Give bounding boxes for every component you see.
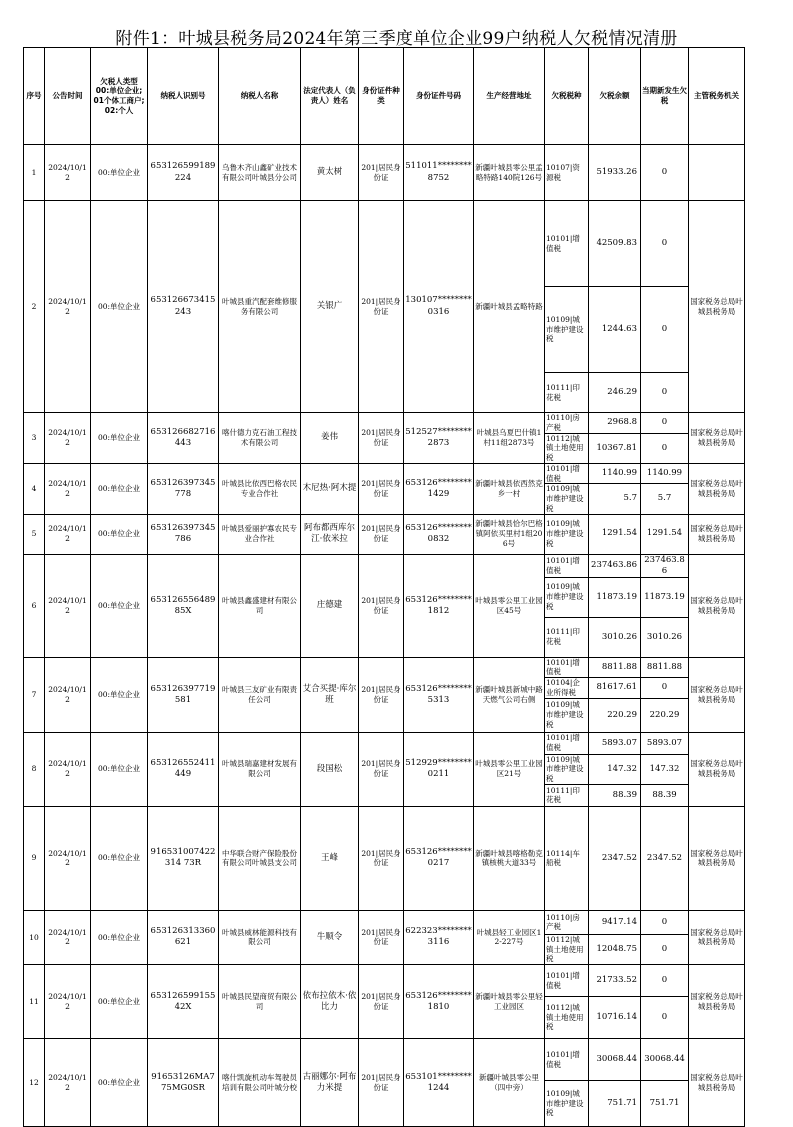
- tax-kind-cell: 10111|印花税: [545, 784, 589, 806]
- addr-cell: 新疆叶城县恰尔巴格镇阿依买里村1组206号: [474, 514, 545, 554]
- col-balance-header: 欠税余额: [589, 48, 641, 145]
- balance-cell: 8811.88: [589, 657, 641, 678]
- type-cell: 00:单位企业: [91, 732, 148, 806]
- idtype-cell: 201|居民身份证: [359, 514, 404, 554]
- name-cell: 叶城县瑞嘉建材发展有限公司: [219, 732, 301, 806]
- table-row: [24, 413, 745, 434]
- table-row: [24, 463, 745, 484]
- tax-kind-cell: 10112|城镇土地使用税: [545, 433, 589, 463]
- col-rep-header: 法定代表人（负责人）姓名: [301, 48, 359, 145]
- taxid-cell: 65312655648985X: [148, 554, 219, 657]
- table-row: [24, 145, 745, 201]
- type-cell: 00:单位企业: [91, 413, 148, 464]
- type-cell: 00:单位企业: [91, 1039, 148, 1127]
- rep-cell: 阿布都西库尔江·依米拉: [301, 514, 359, 554]
- table-row: [24, 657, 745, 678]
- date-cell: 2024/10/12: [45, 413, 91, 464]
- date-cell: 2024/10/12: [45, 145, 91, 201]
- seq-cell: 1: [24, 145, 45, 201]
- idtype-cell: 201|居民身份证: [359, 145, 404, 201]
- type-cell: 00:单位企业: [91, 514, 148, 554]
- balance-cell: 3010.26: [589, 617, 641, 657]
- type-cell: 00:单位企业: [91, 657, 148, 732]
- table-row: [24, 806, 745, 910]
- tax-kind-cell: 10101|增值税: [545, 201, 589, 287]
- idtype-cell: 201|居民身份证: [359, 806, 404, 910]
- tax-kind-cell: 10109|城市维护建设税: [545, 514, 589, 554]
- new-arrears-cell: 0: [641, 373, 689, 413]
- balance-cell: 5893.07: [589, 732, 641, 754]
- new-arrears-cell: 0: [641, 934, 689, 964]
- balance-cell: 51933.26: [589, 145, 641, 201]
- seq-cell: 9: [24, 806, 45, 910]
- tax-kind-cell: 10109|城市维护建设税: [545, 577, 589, 617]
- office-cell: 国家税务总局叶城县税务局: [689, 201, 745, 413]
- date-cell: 2024/10/12: [45, 657, 91, 732]
- new-arrears-cell: 147.32: [641, 754, 689, 784]
- office-cell: 国家税务总局叶城县税务局: [689, 413, 745, 464]
- taxid-cell: 653126397345786: [148, 514, 219, 554]
- table-row: [24, 554, 745, 577]
- tax-kind-cell: 10101|增值税: [545, 463, 589, 484]
- taxid-cell: 653126682716443: [148, 413, 219, 464]
- date-cell: 2024/10/12: [45, 554, 91, 657]
- date-cell: 2024/10/12: [45, 965, 91, 1039]
- balance-cell: 1140.99: [589, 463, 641, 484]
- tax-kind-cell: 10114|车船税: [545, 806, 589, 910]
- new-arrears-cell: 2347.52: [641, 806, 689, 910]
- taxid-cell: 653126313360621: [148, 910, 219, 964]
- balance-cell: 88.39: [589, 784, 641, 806]
- tax-kind-cell: 10101|增值税: [545, 732, 589, 754]
- balance-cell: 21733.52: [589, 965, 641, 997]
- office-cell: [689, 145, 745, 201]
- new-arrears-cell: 0: [641, 965, 689, 997]
- seq-cell: 10: [24, 910, 45, 964]
- taxid-cell: 653126673415243: [148, 201, 219, 413]
- balance-cell: 1291.54: [589, 514, 641, 554]
- office-cell: 国家税务总局叶城县税务局: [689, 910, 745, 964]
- tax-kind-cell: 10110|房产税: [545, 413, 589, 434]
- idno-cell: 130107********0316: [404, 201, 474, 413]
- taxid-cell: 65312659915542X: [148, 965, 219, 1039]
- taxid-cell: 916531007422314 73R: [148, 806, 219, 910]
- new-arrears-cell: 0: [641, 145, 689, 201]
- rep-cell: 王峰: [301, 806, 359, 910]
- name-cell: 喀什凯旋机动车驾驶员培训有限公司叶城分校: [219, 1039, 301, 1127]
- date-cell: 2024/10/12: [45, 1039, 91, 1127]
- rep-cell: 段国松: [301, 732, 359, 806]
- new-arrears-cell: 0: [641, 997, 689, 1039]
- new-arrears-cell: 751.71: [641, 1081, 689, 1127]
- addr-cell: 叶城县乌夏巴什镇1村11组2873号: [474, 413, 545, 464]
- seq-cell: 12: [24, 1039, 45, 1127]
- rep-cell: 木尼热·阿木提: [301, 463, 359, 514]
- new-arrears-cell: 11873.19: [641, 577, 689, 617]
- balance-cell: 237463.86: [589, 554, 641, 577]
- idno-cell: 653126********5313: [404, 657, 474, 732]
- balance-cell: 2347.52: [589, 806, 641, 910]
- tax-kind-cell: 10109|城市维护建设税: [545, 1081, 589, 1127]
- office-cell: 国家税务总局叶城县税务局: [689, 657, 745, 732]
- seq-cell: 2: [24, 201, 45, 413]
- name-cell: 中华联合财产保险股份有限公司叶城县支公司: [219, 806, 301, 910]
- type-cell: 00:单位企业: [91, 806, 148, 910]
- col-idtype-header: 身份证件种类: [359, 48, 404, 145]
- new-arrears-cell: 220.29: [641, 698, 689, 732]
- balance-cell: 751.71: [589, 1081, 641, 1127]
- balance-cell: 11873.19: [589, 577, 641, 617]
- col-date-header: 公告时间: [45, 48, 91, 145]
- addr-cell: 新疆叶城县新城中路天燃气公司右侧: [474, 657, 545, 732]
- tax-kind-cell: 10101|增值税: [545, 965, 589, 997]
- date-cell: 2024/10/12: [45, 514, 91, 554]
- balance-cell: 147.32: [589, 754, 641, 784]
- addr-cell: 叶城县轻工业园区12-227号: [474, 910, 545, 964]
- idtype-cell: 201|居民身份证: [359, 910, 404, 964]
- balance-cell: 1244.63: [589, 287, 641, 373]
- tax-kind-cell: 10101|增值税: [545, 657, 589, 678]
- rep-cell: 关银广: [301, 201, 359, 413]
- balance-cell: 30068.44: [589, 1039, 641, 1081]
- balance-cell: 9417.14: [589, 910, 641, 934]
- office-cell: 国家税务总局叶城县税务局: [689, 554, 745, 657]
- addr-cell: 叶城县零公里工业园区21号: [474, 732, 545, 806]
- balance-cell: 81617.61: [589, 678, 641, 699]
- col-taxid-header: 纳税人识别号: [148, 48, 219, 145]
- tax-kind-cell: 10101|增值税: [545, 554, 589, 577]
- balance-cell: 5.7: [589, 484, 641, 514]
- new-arrears-cell: 1140.99: [641, 463, 689, 484]
- balance-cell: 2968.8: [589, 413, 641, 434]
- office-cell: 国家税务总局叶城县税务局: [689, 463, 745, 514]
- taxid-cell: 653126397345778: [148, 463, 219, 514]
- addr-cell: 叶城县零公里工业园区45号: [474, 554, 545, 657]
- new-arrears-cell: 30068.44: [641, 1039, 689, 1081]
- seq-cell: 8: [24, 732, 45, 806]
- idno-cell: 653101********1244: [404, 1039, 474, 1127]
- tax-kind-cell: 10104|企业所得税: [545, 678, 589, 699]
- idno-cell: 653126********1429: [404, 463, 474, 514]
- addr-cell: 新疆叶城县依西然克乡一村: [474, 463, 545, 514]
- name-cell: 叶城县鑫盛建材有限公司: [219, 554, 301, 657]
- idtype-cell: 201|居民身份证: [359, 463, 404, 514]
- rep-cell: 黄太树: [301, 145, 359, 201]
- rep-cell: 庄德建: [301, 554, 359, 657]
- taxid-cell: 91653126MA775MG0SR: [148, 1039, 219, 1127]
- tax-kind-cell: 10101|增值税: [545, 1039, 589, 1081]
- date-cell: 2024/10/12: [45, 910, 91, 964]
- office-cell: 国家税务总局叶城县税务局: [689, 806, 745, 910]
- idno-cell: 511011********8752: [404, 145, 474, 201]
- new-arrears-cell: 0: [641, 433, 689, 463]
- name-cell: 叶城县三友矿业有限责任公司: [219, 657, 301, 732]
- name-cell: 叶城县民望商贸有限公司: [219, 965, 301, 1039]
- balance-cell: 12048.75: [589, 934, 641, 964]
- idtype-cell: 201|居民身份证: [359, 965, 404, 1039]
- type-cell: 00:单位企业: [91, 910, 148, 964]
- idno-cell: 653126********1810: [404, 965, 474, 1039]
- seq-cell: 5: [24, 514, 45, 554]
- idno-cell: 653126********1812: [404, 554, 474, 657]
- idno-cell: 512929********0211: [404, 732, 474, 806]
- idno-cell: 622323********3116: [404, 910, 474, 964]
- col-seq-header: 序号: [24, 48, 45, 145]
- col-addr-header: 生产经营地址: [474, 48, 545, 145]
- office-cell: 国家税务总局叶城县税务局: [689, 732, 745, 806]
- new-arrears-cell: 0: [641, 678, 689, 699]
- col-new-header: 当期新发生欠税: [641, 48, 689, 145]
- table-row: [24, 910, 745, 934]
- col-taxkind-header: 欠税税种: [545, 48, 589, 145]
- rep-cell: 古丽娜尔·阿布力米提: [301, 1039, 359, 1127]
- rep-cell: 姜伟: [301, 413, 359, 464]
- tax-kind-cell: 10109|城市维护建设税: [545, 754, 589, 784]
- office-cell: 国家税务总局叶城县税务局: [689, 514, 745, 554]
- type-cell: 00:单位企业: [91, 554, 148, 657]
- document-title: 附件1：叶城县税务局2024年第三季度单位企业99户纳税人欠税情况清册: [115, 29, 678, 49]
- new-arrears-cell: 3010.26: [641, 617, 689, 657]
- table-row: [24, 1039, 745, 1081]
- taxid-cell: 653126599189224: [148, 145, 219, 201]
- date-cell: 2024/10/12: [45, 463, 91, 514]
- name-cell: 叶城县威林能源科技有限公司: [219, 910, 301, 964]
- seq-cell: 3: [24, 413, 45, 464]
- name-cell: 叶城县重汽配套维修服务有限公司: [219, 201, 301, 413]
- tax-kind-cell: 10109|城市维护建设税: [545, 484, 589, 514]
- col-office-header: 主管税务机关: [689, 48, 745, 145]
- col-type-header: 欠税人类型 00:单位企业; 01个体工商户; 02:个人: [91, 48, 148, 145]
- tax-arrears-table: [23, 47, 745, 1127]
- tax-kind-cell: 10111|印花税: [545, 373, 589, 413]
- name-cell: 喀什德力克石油工程技术有限公司: [219, 413, 301, 464]
- tax-kind-cell: 10111|印花税: [545, 617, 589, 657]
- addr-cell: 新疆叶城县孟略特路: [474, 201, 545, 413]
- rep-cell: 艾合买提·库尔班: [301, 657, 359, 732]
- new-arrears-cell: 8811.88: [641, 657, 689, 678]
- idtype-cell: 201|居民身份证: [359, 1039, 404, 1127]
- col-name-header: 纳税人名称: [219, 48, 301, 145]
- office-cell: 国家税务总局叶城县税务局: [689, 1039, 745, 1127]
- date-cell: 2024/10/12: [45, 201, 91, 413]
- idtype-cell: 201|居民身份证: [359, 657, 404, 732]
- new-arrears-cell: 5.7: [641, 484, 689, 514]
- new-arrears-cell: 0: [641, 287, 689, 373]
- idno-cell: 512527********2873: [404, 413, 474, 464]
- idno-cell: 653126********0832: [404, 514, 474, 554]
- new-arrears-cell: 1291.54: [641, 514, 689, 554]
- seq-cell: 4: [24, 463, 45, 514]
- balance-cell: 42509.83: [589, 201, 641, 287]
- rep-cell: 依布拉依木·依比力: [301, 965, 359, 1039]
- new-arrears-cell: 88.39: [641, 784, 689, 806]
- date-cell: 2024/10/12: [45, 806, 91, 910]
- type-cell: 00:单位企业: [91, 201, 148, 413]
- date-cell: 2024/10/12: [45, 732, 91, 806]
- idno-cell: 653126********0217: [404, 806, 474, 910]
- seq-cell: 6: [24, 554, 45, 657]
- seq-cell: 7: [24, 657, 45, 732]
- idtype-cell: 201|居民身份证: [359, 554, 404, 657]
- idtype-cell: 201|居民身份证: [359, 732, 404, 806]
- table-row: [24, 965, 745, 997]
- table-row: [24, 732, 745, 754]
- table-row: [24, 514, 745, 554]
- addr-cell: 新疆叶城县零公里轻工业园区: [474, 965, 545, 1039]
- idtype-cell: 201|居民身份证: [359, 413, 404, 464]
- balance-cell: 10367.81: [589, 433, 641, 463]
- office-cell: 国家税务总局叶城县税务局: [689, 965, 745, 1039]
- idtype-cell: 201|居民身份证: [359, 201, 404, 413]
- col-idno-header: 身份证件号码: [404, 48, 474, 145]
- rep-cell: 牛顺令: [301, 910, 359, 964]
- tax-kind-cell: 10112|城镇土地使用税: [545, 934, 589, 964]
- type-cell: 00:单位企业: [91, 463, 148, 514]
- tax-kind-cell: 10109|城市维护建设税: [545, 698, 589, 732]
- new-arrears-cell: 0: [641, 413, 689, 434]
- tax-kind-cell: 10109|城市维护建设税: [545, 287, 589, 373]
- new-arrears-cell: 237463.86: [641, 554, 689, 577]
- type-cell: 00:单位企业: [91, 145, 148, 201]
- new-arrears-cell: 0: [641, 910, 689, 934]
- addr-cell: 新疆叶城县喀格勒克镇核桃大道33号: [474, 806, 545, 910]
- name-cell: 乌鲁木齐山鑫矿业技术有限公司叶城县分公司: [219, 145, 301, 201]
- balance-cell: 220.29: [589, 698, 641, 732]
- name-cell: 叶城县比依西巴格农民专业合作社: [219, 463, 301, 514]
- table-row: [24, 201, 745, 287]
- name-cell: 叶城县爱丽护寡农民专业合作社: [219, 514, 301, 554]
- addr-cell: 新疆叶城县零公里孟略特路140院126号: [474, 145, 545, 201]
- balance-cell: 246.29: [589, 373, 641, 413]
- new-arrears-cell: 0: [641, 201, 689, 287]
- taxid-cell: 653126552411449: [148, 732, 219, 806]
- tax-kind-cell: 10107|资源税: [545, 145, 589, 201]
- balance-cell: 10716.14: [589, 997, 641, 1039]
- new-arrears-cell: 5893.07: [641, 732, 689, 754]
- taxid-cell: 653126397719581: [148, 657, 219, 732]
- type-cell: 00:单位企业: [91, 965, 148, 1039]
- seq-cell: 11: [24, 965, 45, 1039]
- addr-cell: 新疆叶城县零公里（四中旁）: [474, 1039, 545, 1127]
- tax-kind-cell: 10112|城镇土地使用税: [545, 997, 589, 1039]
- tax-kind-cell: 10110|房产税: [545, 910, 589, 934]
